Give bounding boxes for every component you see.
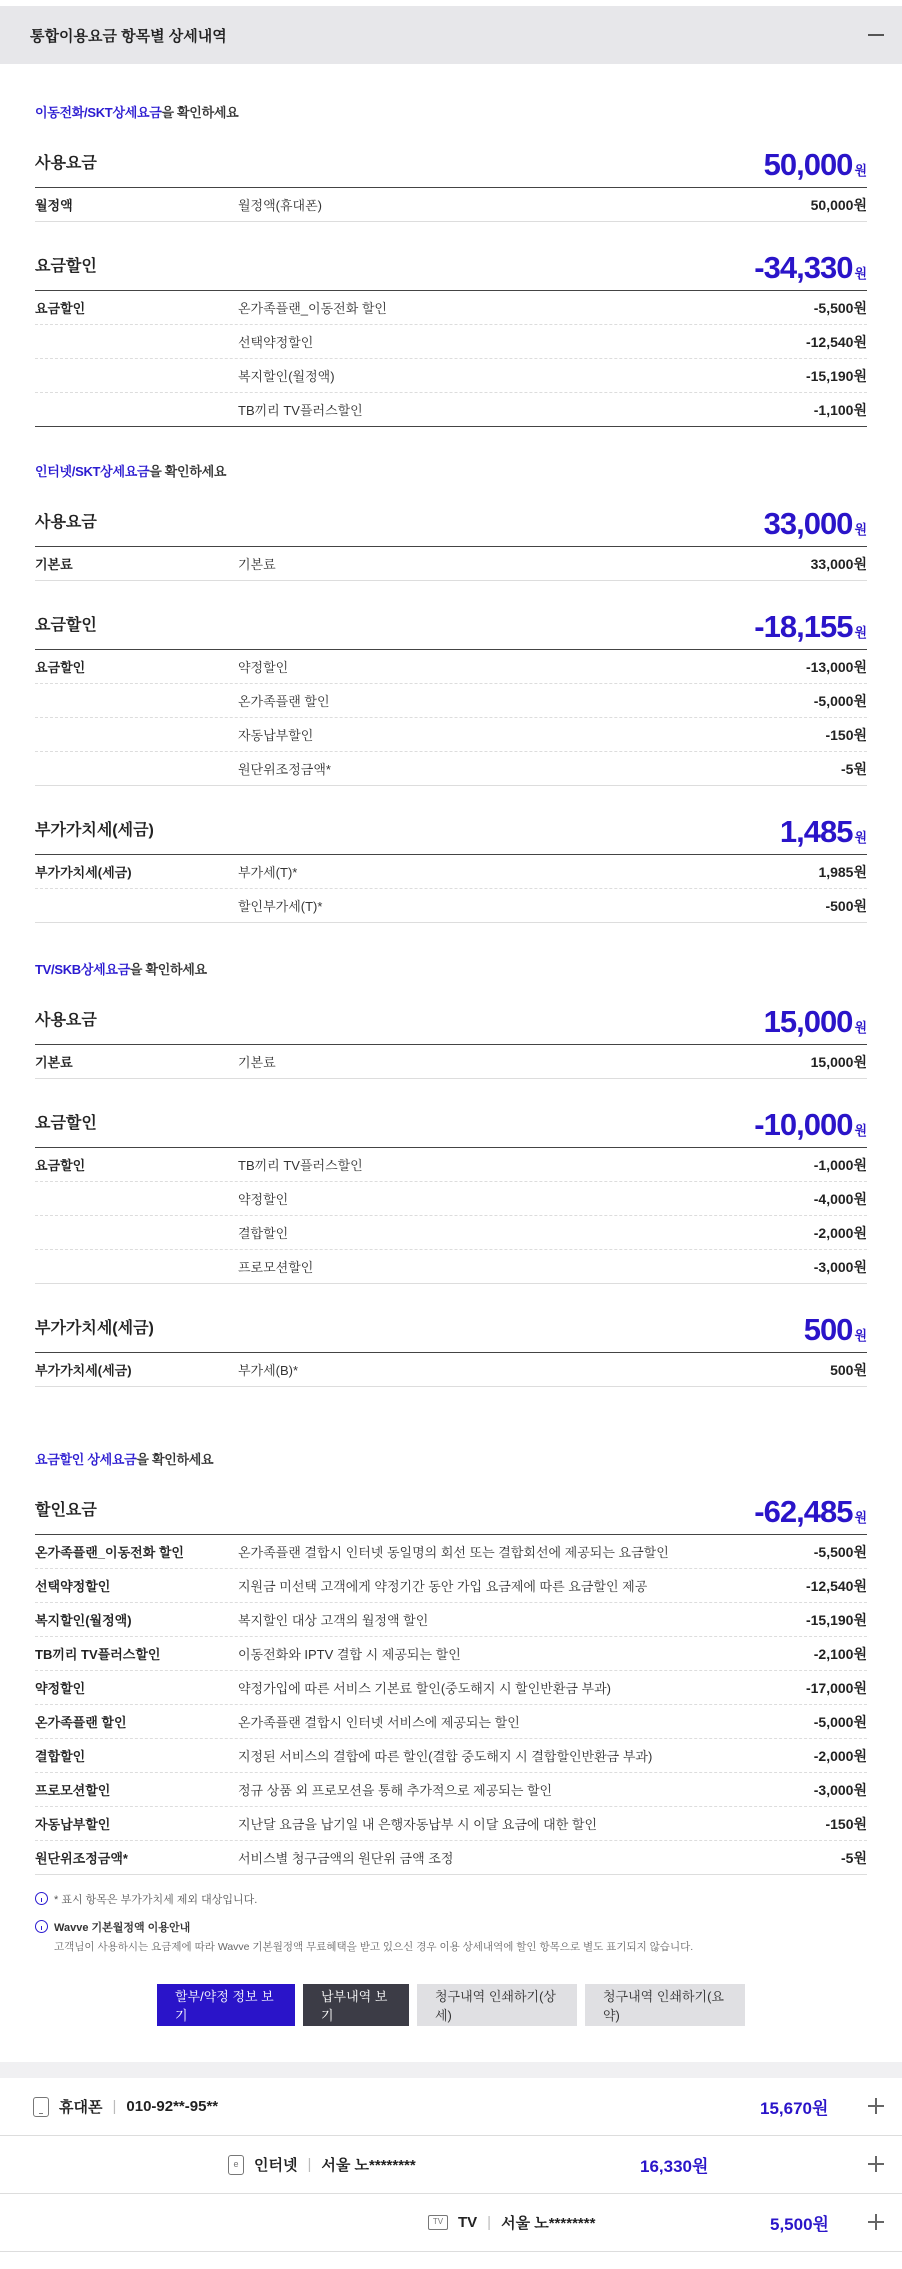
row-item: 프로모션할인 bbox=[238, 1260, 314, 1275]
expand-icon[interactable] bbox=[868, 2156, 884, 2172]
mobile-heading-link[interactable]: 이동전화/SKT상세요금 bbox=[35, 105, 162, 120]
mobile-discount-group bbox=[35, 250, 867, 427]
fee-row bbox=[35, 1182, 867, 1216]
account-id: 서울 노******** bbox=[501, 2215, 596, 2232]
account-name: 인터넷 bbox=[254, 2157, 298, 2174]
group-label: 요금할인 bbox=[35, 258, 97, 275]
fee-row bbox=[35, 393, 867, 427]
discount-detail-group bbox=[35, 1494, 867, 1875]
row-amount: -500원 bbox=[825, 897, 867, 914]
fee-row bbox=[35, 650, 867, 684]
row-item: 결합할인 bbox=[238, 1226, 289, 1241]
discount-row: 프로모션할인 정규 상품 외 프로모션을 통해 추가적으로 제공되는 할인 -3,000원 bbox=[35, 1773, 867, 1807]
account-row-phone[interactable] bbox=[0, 2078, 902, 2136]
row-amount: 33,000원 bbox=[810, 555, 867, 572]
fee-row bbox=[35, 1045, 867, 1079]
row-item: 온가족플랜_이동전화 할인 bbox=[238, 301, 387, 316]
group-amount: -18,155 원 bbox=[754, 609, 867, 644]
group-label: 사용요금 bbox=[35, 155, 97, 172]
row-amount: -5,000원 bbox=[813, 692, 867, 709]
group-label: 사용요금 bbox=[35, 514, 97, 531]
row-item: 월정액(휴대폰) bbox=[238, 198, 323, 213]
mobile-heading-suffix: 을 확인하세요 bbox=[161, 105, 239, 120]
discount-heading-suffix: 을 확인하세요 bbox=[136, 1452, 214, 1467]
row-item: TB끼리 TV플러스할인 bbox=[238, 1158, 363, 1173]
row-item: 자동납부할인 bbox=[238, 728, 314, 743]
discount-row: 원단위조정금액* 서비스별 청구금액의 원단위 금액 조정 -5원 bbox=[35, 1841, 867, 1875]
separator: | bbox=[307, 2156, 312, 2173]
row-amount: -3,000원 bbox=[813, 1258, 867, 1275]
internet-heading-suffix: 을 확인하세요 bbox=[149, 464, 227, 479]
fee-row bbox=[35, 188, 867, 222]
internet-usage-group bbox=[35, 506, 867, 581]
row-item: TB끼리 TV플러스할인 bbox=[238, 403, 363, 418]
print-summary-button[interactable]: 청구내역 인쇄하기(요약) bbox=[585, 1984, 745, 2026]
internet-icon: e bbox=[228, 2155, 244, 2175]
fee-row bbox=[35, 1148, 867, 1182]
row-amount: -5,500원 bbox=[813, 299, 867, 316]
discount-row: 선택약정할인 지원금 미선택 고객에게 약정기간 동안 가입 요금제에 따른 요금할인 제공 -12,540원 bbox=[35, 1569, 867, 1603]
mobile-section-heading bbox=[35, 102, 867, 121]
group-label: 부가가치세(세금) bbox=[35, 822, 154, 839]
row-category: 기본료 bbox=[35, 557, 73, 572]
fee-row bbox=[35, 752, 867, 786]
group-amount: -62,485 원 bbox=[754, 1494, 867, 1529]
row-category: 요금할인 bbox=[35, 301, 86, 316]
account-amount: 15,670원 bbox=[760, 2099, 829, 2118]
row-amount: 1,985원 bbox=[818, 863, 867, 880]
discount-row: TB끼리 TV플러스할인 이동전화와 IPTV 결합 시 제공되는 할인 -2,100원 bbox=[35, 1637, 867, 1671]
group-label: 부가가치세(세금) bbox=[35, 1320, 154, 1337]
tv-usage-group bbox=[35, 1004, 867, 1079]
section-title: 통합이용요금 항목별 상세내역 bbox=[30, 27, 227, 45]
group-label: 요금할인 bbox=[35, 617, 97, 634]
account-amount: 16,330원 bbox=[640, 2157, 709, 2176]
group-amount: 50,000 원 bbox=[763, 147, 867, 182]
tv-heading-suffix: 을 확인하세요 bbox=[129, 962, 207, 977]
fee-row bbox=[35, 684, 867, 718]
info-icon bbox=[35, 1920, 48, 1933]
row-amount: 50,000원 bbox=[810, 196, 867, 213]
discount-row: 온가족플랜_이동전화 할인 온가족플랜 결합시 인터넷 동일명의 회선 또는 결합회선에 제공되는 요금할인 -5,500원 bbox=[35, 1535, 867, 1569]
group-amount: 33,000 원 bbox=[763, 506, 867, 541]
expand-icon[interactable] bbox=[868, 2098, 884, 2114]
row-category: 요금할인 bbox=[35, 1158, 86, 1173]
collapse-icon[interactable] bbox=[868, 34, 884, 36]
row-amount: -150원 bbox=[825, 726, 867, 743]
discount-row: 약정할인 약정가입에 따른 서비스 기본료 할인(중도해지 시 할인반환금 부과) -17,000원 bbox=[35, 1671, 867, 1705]
row-item: 기본료 bbox=[238, 1055, 276, 1070]
account-name: 휴대폰 bbox=[59, 2099, 103, 2116]
account-id: 010-92**-95** bbox=[126, 2098, 219, 2115]
row-category: 부가가치세(세금) bbox=[35, 1363, 132, 1378]
group-label: 사용요금 bbox=[35, 1012, 97, 1029]
fee-row bbox=[35, 325, 867, 359]
fee-row bbox=[35, 1216, 867, 1250]
separator: | bbox=[487, 2214, 492, 2231]
section-divider bbox=[0, 2062, 902, 2078]
row-item: 약정할인 bbox=[238, 660, 289, 675]
account-name: TV bbox=[458, 2214, 478, 2231]
discount-row: 온가족플랜 할인 온가족플랜 결합시 인터넷 서비스에 제공되는 할인 -5,000원 bbox=[35, 1705, 867, 1739]
fee-row bbox=[35, 855, 867, 889]
row-item: 선택약정할인 bbox=[238, 335, 314, 350]
fee-row bbox=[35, 718, 867, 752]
row-category: 월정액 bbox=[35, 198, 73, 213]
tv-section-heading bbox=[35, 959, 867, 978]
internet-heading-link[interactable]: 인터넷/SKT상세요금 bbox=[35, 464, 150, 479]
installment-info-button[interactable]: 할부/약정 정보 보기 bbox=[157, 1984, 295, 2026]
info-icon bbox=[35, 1892, 48, 1905]
tv-discount-group bbox=[35, 1107, 867, 1284]
account-row-internet[interactable] bbox=[0, 2136, 902, 2194]
row-item: 원단위조정금액* bbox=[238, 762, 331, 777]
row-item: 약정할인 bbox=[238, 1192, 289, 1207]
account-row-tv[interactable] bbox=[0, 2194, 902, 2252]
fee-row bbox=[35, 547, 867, 581]
row-item: 온가족플랜 할인 bbox=[238, 694, 330, 709]
discount-row: 자동납부할인 지난달 요금을 납기일 내 은행자동납부 시 이달 요금에 대한 할인 -150원 bbox=[35, 1807, 867, 1841]
row-amount: -13,000원 bbox=[805, 658, 867, 675]
row-amount: -1,000원 bbox=[813, 1156, 867, 1173]
row-item: 할인부가세(T)* bbox=[238, 899, 323, 914]
group-label: 할인요금 bbox=[35, 1502, 97, 1519]
row-amount: -2,000원 bbox=[813, 1224, 867, 1241]
section-header[interactable] bbox=[0, 6, 902, 64]
row-amount: 500원 bbox=[830, 1361, 867, 1378]
wavve-note-title: Wavve 기본월정액 이용안내 bbox=[54, 1922, 191, 1934]
action-buttons bbox=[35, 1984, 867, 2026]
internet-vat-group bbox=[35, 814, 867, 923]
tv-icon: TV bbox=[428, 2215, 448, 2230]
separator: | bbox=[112, 2098, 117, 2115]
discount-section-heading bbox=[35, 1449, 867, 1468]
wavve-note-text: 고객님이 사용하시는 요금제에 따라 Wavve 기본월정액 무료혜택을 받고 있으신 경우 이용 상세내역에 할인 항목으로 별도 표기되지 않습니다. bbox=[54, 1941, 694, 1953]
row-amount: -15,190원 bbox=[805, 367, 867, 384]
row-amount: -1,100원 bbox=[813, 401, 867, 418]
tv-heading-link[interactable]: TV/SKB상세요금 bbox=[35, 962, 130, 977]
row-item: 부가세(T)* bbox=[238, 865, 298, 880]
group-amount: 500 원 bbox=[803, 1312, 867, 1347]
row-item: 복지할인(월정액) bbox=[238, 369, 335, 384]
vat-note bbox=[35, 1891, 867, 1907]
phone-icon bbox=[33, 2097, 49, 2117]
discount-heading-link[interactable]: 요금할인 상세요금 bbox=[35, 1452, 137, 1467]
row-category: 부가가치세(세금) bbox=[35, 865, 132, 880]
row-category: 요금할인 bbox=[35, 660, 86, 675]
detail-content bbox=[0, 102, 902, 2026]
discount-row: 결합할인 지정된 서비스의 결합에 따른 할인(결합 중도해지 시 결합할인반환금 부과) -2,000원 bbox=[35, 1739, 867, 1773]
row-item: 기본료 bbox=[238, 557, 276, 572]
wavve-note bbox=[35, 1919, 867, 1954]
expand-icon[interactable] bbox=[868, 2214, 884, 2230]
internet-discount-group bbox=[35, 609, 867, 786]
print-detail-button[interactable]: 청구내역 인쇄하기(상세) bbox=[417, 1984, 577, 2026]
fee-row bbox=[35, 889, 867, 923]
account-id: 서울 노******** bbox=[321, 2157, 416, 2174]
account-amount: 5,500원 bbox=[770, 2215, 829, 2234]
internet-section-heading bbox=[35, 461, 867, 480]
group-amount: -34,330 원 bbox=[754, 250, 867, 285]
row-category: 기본료 bbox=[35, 1055, 73, 1070]
discount-row: 복지할인(월정액) 복지할인 대상 고객의 월정액 할인 -15,190원 bbox=[35, 1603, 867, 1637]
payment-history-button[interactable]: 납부내역 보기 bbox=[303, 1984, 409, 2026]
mobile-usage-group bbox=[35, 147, 867, 222]
fee-row bbox=[35, 1353, 867, 1387]
fee-row bbox=[35, 1250, 867, 1284]
fee-row bbox=[35, 359, 867, 393]
row-item: 부가세(B)* bbox=[238, 1363, 299, 1378]
group-amount: 1,485 원 bbox=[779, 814, 867, 849]
row-amount: -5원 bbox=[841, 760, 867, 777]
vat-note-text: * 표시 항목은 부가가치세 제외 대상입니다. bbox=[54, 1894, 258, 1906]
group-label: 요금할인 bbox=[35, 1115, 97, 1132]
row-amount: 15,000원 bbox=[810, 1053, 867, 1070]
row-amount: -4,000원 bbox=[813, 1190, 867, 1207]
group-amount: -10,000 원 bbox=[754, 1107, 867, 1142]
row-amount: -12,540원 bbox=[805, 333, 867, 350]
fee-row bbox=[35, 291, 867, 325]
notes bbox=[35, 1891, 867, 1954]
tv-vat-group bbox=[35, 1312, 867, 1387]
group-amount: 15,000 원 bbox=[763, 1004, 867, 1039]
